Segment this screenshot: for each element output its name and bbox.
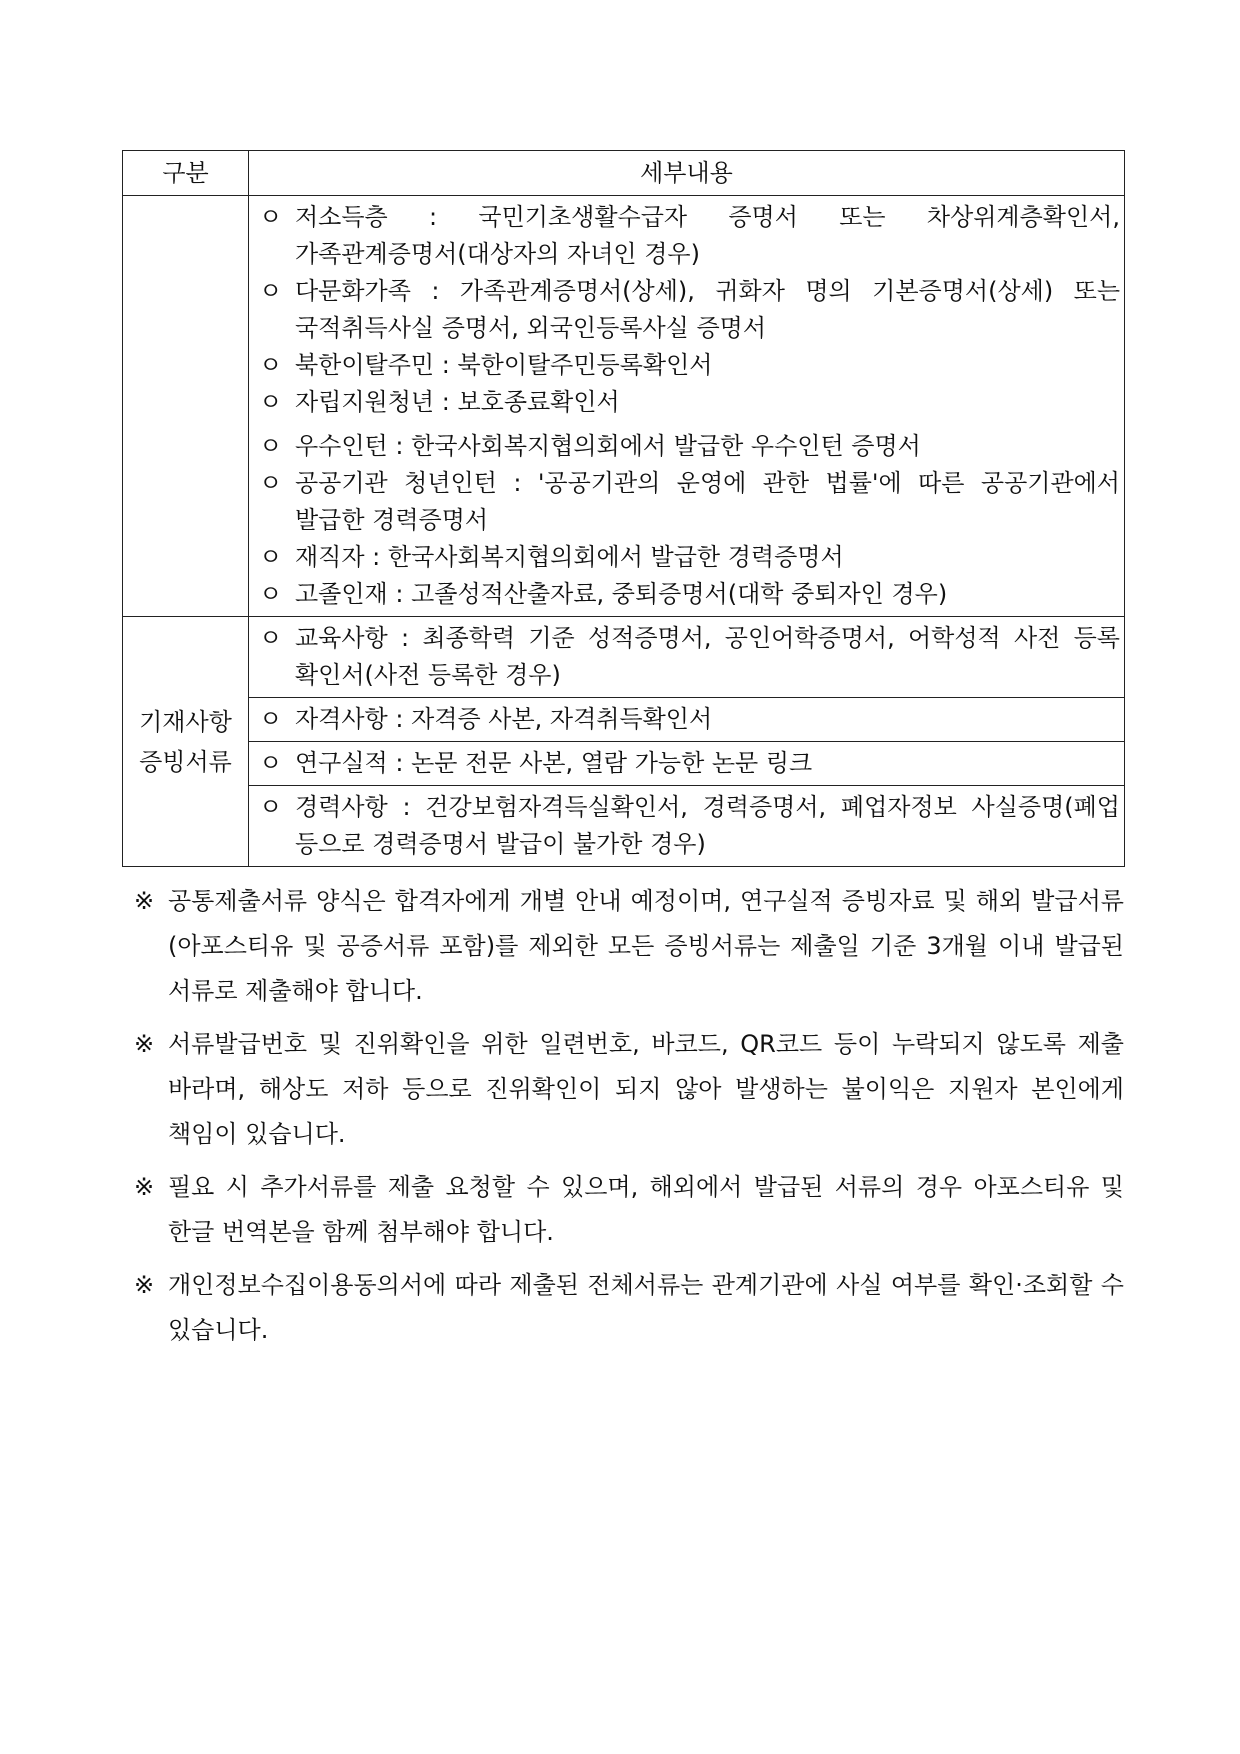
- bullet-icon: ㅇ: [259, 388, 283, 416]
- list-item: ㅇ 우수인턴 : 한국사회복지협의회에서 발급한 우수인턴 증명서: [257, 428, 1120, 465]
- list-item: ㅇ 고졸인재 : 고졸성적산출자료, 중퇴증명서(대학 중퇴자인 경우): [257, 576, 1120, 613]
- details-cell: [249, 742, 1125, 786]
- table-header-row: [123, 151, 1125, 196]
- table-row: [123, 786, 1125, 867]
- bullet-icon: ㅇ: [259, 580, 283, 608]
- category-cell: [123, 617, 249, 867]
- details-cell: [249, 196, 1125, 617]
- header-category: 구분: [123, 151, 249, 196]
- reference-mark-icon: ※: [134, 1173, 155, 1201]
- list-item: ㅇ 공공기관 청년인턴 : '공공기관의 운영에 관한 법률'에 따른 공공기관에서 발급한 경력증명서: [257, 465, 1120, 539]
- table-row: [123, 698, 1125, 742]
- reference-mark-icon: ※: [134, 1030, 155, 1058]
- bullet-icon: ㅇ: [259, 793, 283, 821]
- bullet-icon: ㅇ: [259, 277, 283, 305]
- table-row: [123, 742, 1125, 786]
- bullet-icon: ㅇ: [259, 432, 283, 460]
- category-label-line2: 증빙서류: [139, 747, 232, 776]
- list-item: ㅇ 연구실적 : 논문 전문 사본, 열람 가능한 논문 링크: [257, 745, 1120, 782]
- note-item: ※ 공통제출서류 양식은 합격자에게 개별 안내 예정이며, 연구실적 증빙자료 및 해외 발급서류(아포스티유 및 공증서류 포함)를 제외한 모든 증빙서류는 제출일 기준 3개월 이내 발급된 서류로 제출해야 합니다.: [122, 879, 1124, 1014]
- reference-mark-icon: ※: [134, 1271, 155, 1299]
- notes-section: [122, 879, 1124, 1353]
- bullet-icon: ㅇ: [259, 705, 283, 733]
- bullet-icon: ㅇ: [259, 469, 283, 497]
- category-label-line1: 기재사항: [139, 707, 232, 736]
- list-item: ㅇ 자격사항 : 자격증 사본, 자격취득확인서: [257, 701, 1120, 738]
- category-cell: [123, 196, 249, 617]
- reference-mark-icon: ※: [134, 887, 155, 915]
- list-item: ㅇ 경력사항 : 건강보험자격득실확인서, 경력증명서, 폐업자정보 사실증명(폐업 등으로 경력증명서 발급이 불가한 경우): [257, 789, 1120, 863]
- table-row: [123, 617, 1125, 698]
- note-item: ※ 서류발급번호 및 진위확인을 위한 일련번호, 바코드, QR코드 등이 누락되지 않도록 제출 바라며, 해상도 저하 등으로 진위확인이 되지 않아 발생하는 불이익은 지원자 본인에게 책임이 있습니다.: [122, 1022, 1124, 1157]
- header-details: 세부내용: [249, 151, 1125, 196]
- note-item: ※ 개인정보수집이용동의서에 따라 제출된 전체서류는 관계기관에 사실 여부를 확인·조회할 수 있습니다.: [122, 1263, 1124, 1353]
- bullet-icon: ㅇ: [259, 749, 283, 777]
- list-item: ㅇ 교육사항 : 최종학력 기준 성적증명서, 공인어학증명서, 어학성적 사전 등록 확인서(사전 등록한 경우): [257, 620, 1120, 694]
- details-cell: [249, 786, 1125, 867]
- bullet-icon: ㅇ: [259, 624, 283, 652]
- document-page: [122, 150, 1124, 1361]
- bullet-icon: ㅇ: [259, 203, 283, 231]
- list-item: ㅇ 저소득층 : 국민기초생활수급자 증명서 또는 차상위계층확인서, 가족관계증명서(대상자의 자녀인 경우): [257, 199, 1120, 273]
- bullet-icon: ㅇ: [259, 351, 283, 379]
- bullet-icon: ㅇ: [259, 543, 283, 571]
- list-item: ㅇ 북한이탈주민 : 북한이탈주민등록확인서: [257, 347, 1120, 384]
- details-cell: [249, 698, 1125, 742]
- list-item: ㅇ 다문화가족 : 가족관계증명서(상세), 귀화자 명의 기본증명서(상세) 또는 국적취득사실 증명서, 외국인등록사실 증명서: [257, 273, 1120, 347]
- documents-table: [122, 150, 1125, 867]
- list-item: ㅇ 재직자 : 한국사회복지협의회에서 발급한 경력증명서: [257, 539, 1120, 576]
- list-item: ㅇ 자립지원청년 : 보호종료확인서: [257, 384, 1120, 421]
- note-item: ※ 필요 시 추가서류를 제출 요청할 수 있으며, 해외에서 발급된 서류의 경우 아포스티유 및 한글 번역본을 함께 첨부해야 합니다.: [122, 1165, 1124, 1255]
- details-cell: [249, 617, 1125, 698]
- table-row: [123, 196, 1125, 617]
